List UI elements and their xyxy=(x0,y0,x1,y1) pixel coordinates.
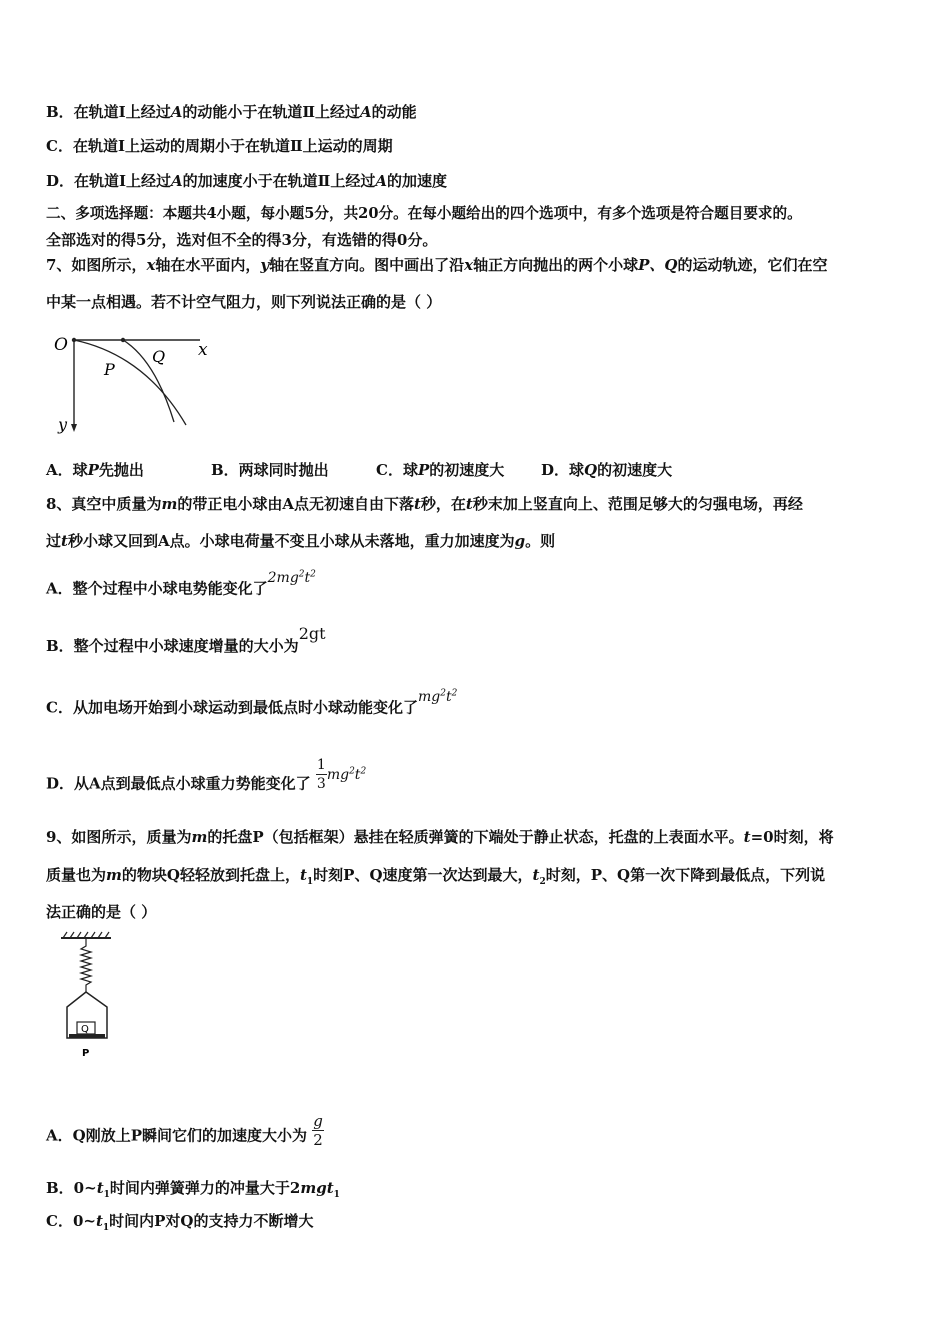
label-y: y xyxy=(58,415,68,434)
q7-stem-line1: 7、如图所示，x轴在水平面内，y轴在竖直方向。图中画出了沿x轴正方向抛出的两个小球P、Q的运动轨迹，它们在空 xyxy=(46,256,828,274)
q9-stem-line3: 法正确的是（ ） xyxy=(46,903,157,921)
q7-stem-line2: 中某一点相遇。若不计空气阻力，则下列说法正确的是（ ） xyxy=(46,293,442,311)
spring xyxy=(81,938,91,992)
q7-option-a: A．球P先抛出 xyxy=(46,461,144,479)
q8-option-b: B．整个过程中小球速度增量的大小为2gt xyxy=(46,624,326,655)
q7-trajectory-figure xyxy=(50,330,220,438)
q6-option-b: B．在轨道Ⅰ上经过A的动能小于在轨道Ⅱ上经过A的动能 xyxy=(46,103,417,121)
q9-stem-line1: 9、如图所示，质量为m的托盘P（包括框架）悬挂在轻质弹簧的下端处于静止状态，托盘的上表面水平。t=0时刻，将 xyxy=(46,828,834,846)
q9-option-c: C．$0\sim t_1$时间内P对Q的支持力不断增大 xyxy=(46,1212,314,1233)
section2-line2: 全部选对的得5分，选对但不全的得3分，有选错的得0分。 xyxy=(46,231,438,249)
q7-option-d: D．球Q的初速度大 xyxy=(541,461,673,479)
label-x: x xyxy=(198,340,208,360)
q9-spring-figure xyxy=(55,930,125,1065)
q9-formula-a: $\frac{g}{2}$ xyxy=(313,1112,323,1149)
q6-option-d: D．在轨道Ⅰ上经过A的加速度小于在轨道Ⅱ上经过A的加速度 xyxy=(46,172,447,190)
q8-formula-b: 2gt xyxy=(298,624,326,643)
q9-stem-line2: 质量也为m的物块Q轻轻放到托盘上，$t_1$时刻P、Q速度第一次达到最大，$t_2$时刻，P、Q第一次下降到最低点，下列说 xyxy=(46,866,826,887)
q8-option-d: D．从A点到最低点小球重力势能变化了 $\frac{1}{3}$ $mg^2t^2$ xyxy=(46,757,367,793)
label-p: P xyxy=(82,1048,90,1059)
q8-formula-d: $\frac{1}{3}$ $mg^2t^2$ xyxy=(316,757,367,792)
q8-formula-a: $2mg^2t^2$ xyxy=(267,569,316,586)
trajectory-p xyxy=(74,340,186,425)
q8-option-c: C．从加电场开始到小球运动到最低点时小球动能变化了$mg^2t^2$ xyxy=(46,688,458,717)
q9-option-a: A．Q刚放上P瞬间它们的加速度大小为 $\frac{g}{2}$ xyxy=(46,1112,323,1149)
q8-option-a: A．整个过程中小球电势能变化了$2mg^2t^2$ xyxy=(46,569,316,598)
label-q: Q xyxy=(81,1024,89,1035)
q8-stem-line2: 过t秒小球又回到A点。小球电荷量不变且小球从未落地，重力加速度为g。则 xyxy=(46,532,556,550)
label-p: P xyxy=(104,360,115,379)
y-axis-arrow xyxy=(71,424,77,432)
trajectory-q xyxy=(123,340,174,422)
q7-options xyxy=(46,460,672,480)
q7-option-b: B．两球同时抛出 xyxy=(211,461,329,479)
q7-option-c: C．球P的初速度大 xyxy=(376,461,505,479)
section2-line1: 二、多项选择题：本题共4小题，每小题5分，共20分。在每小题给出的四个选项中，有多个选项是符合题目要求的。 xyxy=(46,205,802,222)
q8-stem-line1: 8、真空中质量为m的带正电小球由A点无初速自由下落t秒，在t秒末加上竖直向上、范围足够大的匀强电场，再经 xyxy=(46,495,803,513)
q9-option-b: B．$0\sim t_1$时间内弹簧弹力的冲量大于2mgt$_1$ xyxy=(46,1179,340,1200)
q8-formula-c: $mg^2t^2$ xyxy=(417,688,458,705)
label-o: O xyxy=(54,335,68,355)
q6-option-c: C．在轨道Ⅰ上运动的周期小于在轨道Ⅱ上运动的周期 xyxy=(46,137,393,155)
label-q: Q xyxy=(152,347,166,366)
